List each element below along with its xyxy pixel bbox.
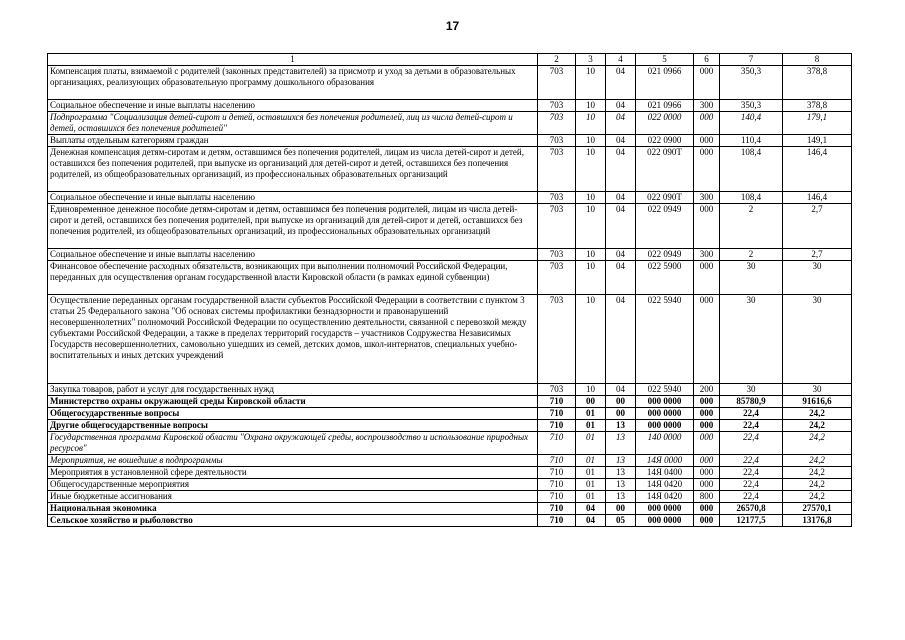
section-cell: 00 (576, 396, 606, 408)
target-code-cell: 000 0000 (636, 396, 694, 408)
amount-year1-cell: 2 (720, 204, 783, 249)
target-code-cell: 022 0000 (636, 112, 694, 135)
table-row (48, 261, 852, 295)
subsection-cell: 04 (606, 66, 636, 100)
amount-year2-cell: 378,8 (783, 100, 852, 112)
subsection-cell: 13 (606, 491, 636, 503)
target-code-cell: 14Я 0400 (636, 467, 694, 479)
expense-type-cell: 000 (694, 432, 720, 455)
amount-year1-cell: 30 (720, 384, 783, 396)
subsection-cell: 13 (606, 432, 636, 455)
amount-year1-cell: 22,4 (720, 408, 783, 420)
amount-year2-cell: 24,2 (783, 467, 852, 479)
amount-year1-cell: 108,4 (720, 192, 783, 204)
amount-year1-cell: 350,3 (720, 100, 783, 112)
admin-code-cell: 703 (538, 384, 576, 396)
amount-year2-cell: 24,2 (783, 455, 852, 467)
subsection-cell: 04 (606, 384, 636, 396)
amount-year1-cell: 85780,9 (720, 396, 783, 408)
expense-type-cell: 000 (694, 66, 720, 100)
section-cell: 01 (576, 420, 606, 432)
target-code-cell: 021 0966 (636, 66, 694, 100)
admin-code-cell: 710 (538, 396, 576, 408)
table-row (48, 112, 852, 135)
amount-year1-cell: 30 (720, 261, 783, 295)
amount-year1-cell: 22,4 (720, 432, 783, 455)
item-name-cell: Национальная экономика (48, 503, 538, 515)
target-code-cell: 022 090Т (636, 192, 694, 204)
header-cell: 4 (606, 54, 636, 66)
subsection-cell: 04 (606, 249, 636, 261)
expense-type-cell: 000 (694, 408, 720, 420)
table-row (48, 432, 852, 455)
table-row (48, 467, 852, 479)
item-name-cell: Социальное обеспечение и иные выплаты населению (48, 249, 538, 261)
item-name-cell: Денежная компенсация детям-сиротам и детям, оставшимся без попечения родителей, лицам из числа детей-сирот и детей, оставшихся без попечения родителей, при выпуске из организаций для детей-сирот и детей, оставшихся без попечения родителей, из общеобразовательных организаций, из профессиональных образовательных организаций (48, 147, 538, 192)
item-name-cell: Выплаты отдельным категориям граждан (48, 135, 538, 147)
admin-code-cell: 710 (538, 503, 576, 515)
expense-type-cell: 300 (694, 100, 720, 112)
amount-year2-cell: 24,2 (783, 432, 852, 455)
section-cell: 01 (576, 491, 606, 503)
header-cell: 2 (538, 54, 576, 66)
amount-year2-cell: 24,2 (783, 479, 852, 491)
item-name-cell: Подпрограмма "Социализация детей-сирот и детей, оставшихся без попечения родителей, лиц из числа детей-сирот и детей, оставшихся без попечения родителей" (48, 112, 538, 135)
table-row (48, 249, 852, 261)
admin-code-cell: 710 (538, 432, 576, 455)
table-row (48, 408, 852, 420)
subsection-cell: 00 (606, 503, 636, 515)
amount-year1-cell: 22,4 (720, 455, 783, 467)
target-code-cell: 000 0000 (636, 515, 694, 527)
header-cell: 7 (720, 54, 783, 66)
section-cell: 10 (576, 147, 606, 192)
target-code-cell: 022 090Т (636, 147, 694, 192)
admin-code-cell: 703 (538, 249, 576, 261)
table-row (48, 192, 852, 204)
item-name-cell: Министерство охраны окружающей среды Кировской области (48, 396, 538, 408)
item-name-cell: Закупка товаров, работ и услуг для государственных нужд (48, 384, 538, 396)
table-header-row (48, 54, 852, 66)
table-row (48, 491, 852, 503)
item-name-cell: Иные бюджетные ассигнования (48, 491, 538, 503)
target-code-cell: 140 0000 (636, 432, 694, 455)
table-row (48, 66, 852, 100)
table-row (48, 100, 852, 112)
admin-code-cell: 703 (538, 147, 576, 192)
amount-year1-cell: 108,4 (720, 147, 783, 192)
section-cell: 01 (576, 432, 606, 455)
amount-year2-cell: 24,2 (783, 420, 852, 432)
subsection-cell: 13 (606, 467, 636, 479)
section-cell: 10 (576, 295, 606, 384)
target-code-cell: 000 0000 (636, 408, 694, 420)
subsection-cell: 05 (606, 515, 636, 527)
admin-code-cell: 703 (538, 135, 576, 147)
section-cell: 10 (576, 249, 606, 261)
section-cell: 10 (576, 261, 606, 295)
section-cell: 10 (576, 112, 606, 135)
subsection-cell: 13 (606, 479, 636, 491)
admin-code-cell: 710 (538, 408, 576, 420)
item-name-cell: Общегосударственные мероприятия (48, 479, 538, 491)
amount-year1-cell: 2 (720, 249, 783, 261)
admin-code-cell: 710 (538, 455, 576, 467)
target-code-cell: 022 5940 (636, 384, 694, 396)
section-cell: 10 (576, 135, 606, 147)
section-cell: 10 (576, 204, 606, 249)
subsection-cell: 13 (606, 420, 636, 432)
header-cell: 1 (48, 54, 538, 66)
subsection-cell: 04 (606, 147, 636, 192)
amount-year2-cell: 146,4 (783, 192, 852, 204)
section-cell: 10 (576, 384, 606, 396)
subsection-cell: 04 (606, 135, 636, 147)
expense-type-cell: 000 (694, 147, 720, 192)
target-code-cell: 022 5900 (636, 261, 694, 295)
amount-year2-cell: 24,2 (783, 491, 852, 503)
admin-code-cell: 710 (538, 491, 576, 503)
expense-type-cell: 000 (694, 479, 720, 491)
admin-code-cell: 703 (538, 112, 576, 135)
subsection-cell: 00 (606, 408, 636, 420)
admin-code-cell: 703 (538, 204, 576, 249)
section-cell: 04 (576, 515, 606, 527)
expense-type-cell: 000 (694, 295, 720, 384)
table-row (48, 515, 852, 527)
admin-code-cell: 710 (538, 515, 576, 527)
header-cell: 6 (694, 54, 720, 66)
item-name-cell: Компенсация платы, взимаемой с родителей (законных представителей) за присмотр и уход за детьми в образовательных организациях, реализующих образовательную программу дошкольного образования (48, 66, 538, 100)
item-name-cell: Другие общегосударственные вопросы (48, 420, 538, 432)
table-row (48, 135, 852, 147)
amount-year1-cell: 12177,5 (720, 515, 783, 527)
table-row (48, 147, 852, 192)
expense-type-cell: 000 (694, 515, 720, 527)
table-row (48, 420, 852, 432)
section-cell: 01 (576, 455, 606, 467)
amount-year2-cell: 30 (783, 295, 852, 384)
item-name-cell: Социальное обеспечение и иные выплаты населению (48, 192, 538, 204)
amount-year2-cell: 146,4 (783, 147, 852, 192)
admin-code-cell: 703 (538, 295, 576, 384)
expense-type-cell: 200 (694, 384, 720, 396)
section-cell: 04 (576, 503, 606, 515)
item-name-cell: Мероприятия в установленной сфере деятельности (48, 467, 538, 479)
header-cell: 5 (636, 54, 694, 66)
amount-year1-cell: 26570,8 (720, 503, 783, 515)
table-row (48, 295, 852, 384)
amount-year1-cell: 110,4 (720, 135, 783, 147)
budget-table (47, 53, 852, 527)
subsection-cell: 04 (606, 261, 636, 295)
item-name-cell: Финансовое обеспечение расходных обязательств, возникающих при выполнении полномочий Российской Федерации, переданных для осуществления органам государственной власти Кировской области (в рамках единой субвенции) (48, 261, 538, 295)
amount-year2-cell: 2,7 (783, 204, 852, 249)
table-row (48, 384, 852, 396)
amount-year2-cell: 27570,1 (783, 503, 852, 515)
expense-type-cell: 300 (694, 192, 720, 204)
admin-code-cell: 703 (538, 66, 576, 100)
subsection-cell: 04 (606, 295, 636, 384)
expense-type-cell: 000 (694, 396, 720, 408)
subsection-cell: 04 (606, 192, 636, 204)
table-row (48, 204, 852, 249)
expense-type-cell: 000 (694, 204, 720, 249)
amount-year1-cell: 22,4 (720, 479, 783, 491)
amount-year1-cell: 22,4 (720, 491, 783, 503)
amount-year1-cell: 140,4 (720, 112, 783, 135)
target-code-cell: 14Я 0420 (636, 491, 694, 503)
amount-year2-cell: 13176,8 (783, 515, 852, 527)
amount-year2-cell: 91616,6 (783, 396, 852, 408)
target-code-cell: 000 0000 (636, 420, 694, 432)
expense-type-cell: 000 (694, 455, 720, 467)
target-code-cell: 022 0949 (636, 204, 694, 249)
section-cell: 10 (576, 66, 606, 100)
expense-type-cell: 000 (694, 135, 720, 147)
amount-year2-cell: 24,2 (783, 408, 852, 420)
item-name-cell: Мероприятия, не вошедшие в подпрограммы (48, 455, 538, 467)
amount-year2-cell: 378,8 (783, 66, 852, 100)
table-row (48, 503, 852, 515)
expense-type-cell: 000 (694, 261, 720, 295)
item-name-cell: Общегосударственные вопросы (48, 408, 538, 420)
target-code-cell: 022 0949 (636, 249, 694, 261)
subsection-cell: 13 (606, 455, 636, 467)
item-name-cell: Осуществление переданных органам государственной власти субъектов Российской Федерации в соответствии с пунктом 3 статьи 25 Федерального закона "Об основах системы профилактики безнадзорности и правонарушений несовершеннолетних" полномочий Российской Федерации по осуществлению деятельности, связанной с перевозкой между субъектами Российской Федерации, а также в пределах территорий государств – участников Содружества Независимых Государств несовершеннолетних, самовольно ушедших из семей, детских домов, школ-интернатов, специальных учебно-воспитательных и иных детских учреждений (48, 295, 538, 384)
section-cell: 10 (576, 192, 606, 204)
expense-type-cell: 000 (694, 503, 720, 515)
section-cell: 01 (576, 408, 606, 420)
target-code-cell: 000 0000 (636, 503, 694, 515)
amount-year1-cell: 30 (720, 295, 783, 384)
subsection-cell: 04 (606, 100, 636, 112)
item-name-cell: Единовременное денежное пособие детям-сиротам и детям, оставшимся без попечения родителей, лицам из числа детей-сирот и детей, оставшихся без попечения родителей, при выпуске из организаций для детей-сирот и детей, оставшихся без попечения родителей, из общеобразовательных организаций, из профессиональных образовательных организаций (48, 204, 538, 249)
target-code-cell: 14Я 0420 (636, 479, 694, 491)
section-cell: 01 (576, 479, 606, 491)
subsection-cell: 00 (606, 396, 636, 408)
admin-code-cell: 710 (538, 467, 576, 479)
target-code-cell: 022 5940 (636, 295, 694, 384)
header-cell: 3 (576, 54, 606, 66)
amount-year2-cell: 30 (783, 384, 852, 396)
target-code-cell: 021 0966 (636, 100, 694, 112)
expense-type-cell: 800 (694, 491, 720, 503)
expense-type-cell: 000 (694, 420, 720, 432)
item-name-cell: Социальное обеспечение и иные выплаты населению (48, 100, 538, 112)
amount-year2-cell: 2,7 (783, 249, 852, 261)
admin-code-cell: 703 (538, 261, 576, 295)
item-name-cell: Сельское хозяйство и рыболовство (48, 515, 538, 527)
table-row (48, 455, 852, 467)
amount-year1-cell: 22,4 (720, 420, 783, 432)
table-row (48, 479, 852, 491)
amount-year2-cell: 149,1 (783, 135, 852, 147)
table-body (48, 54, 852, 527)
amount-year2-cell: 179,1 (783, 112, 852, 135)
admin-code-cell: 710 (538, 420, 576, 432)
expense-type-cell: 000 (694, 467, 720, 479)
section-cell: 01 (576, 467, 606, 479)
section-cell: 10 (576, 100, 606, 112)
amount-year1-cell: 350,3 (720, 66, 783, 100)
page-number: 17 (445, 19, 460, 33)
admin-code-cell: 710 (538, 479, 576, 491)
table-row (48, 396, 852, 408)
subsection-cell: 04 (606, 204, 636, 249)
header-cell: 8 (783, 54, 852, 66)
item-name-cell: Государственная программа Кировской области "Охрана окружающей среды, воспроизводство и использование природных ресурсов" (48, 432, 538, 455)
expense-type-cell: 300 (694, 249, 720, 261)
amount-year1-cell: 22,4 (720, 467, 783, 479)
target-code-cell: 14Я 0000 (636, 455, 694, 467)
target-code-cell: 022 0900 (636, 135, 694, 147)
subsection-cell: 04 (606, 112, 636, 135)
expense-type-cell: 000 (694, 112, 720, 135)
admin-code-cell: 703 (538, 100, 576, 112)
amount-year2-cell: 30 (783, 261, 852, 295)
admin-code-cell: 703 (538, 192, 576, 204)
